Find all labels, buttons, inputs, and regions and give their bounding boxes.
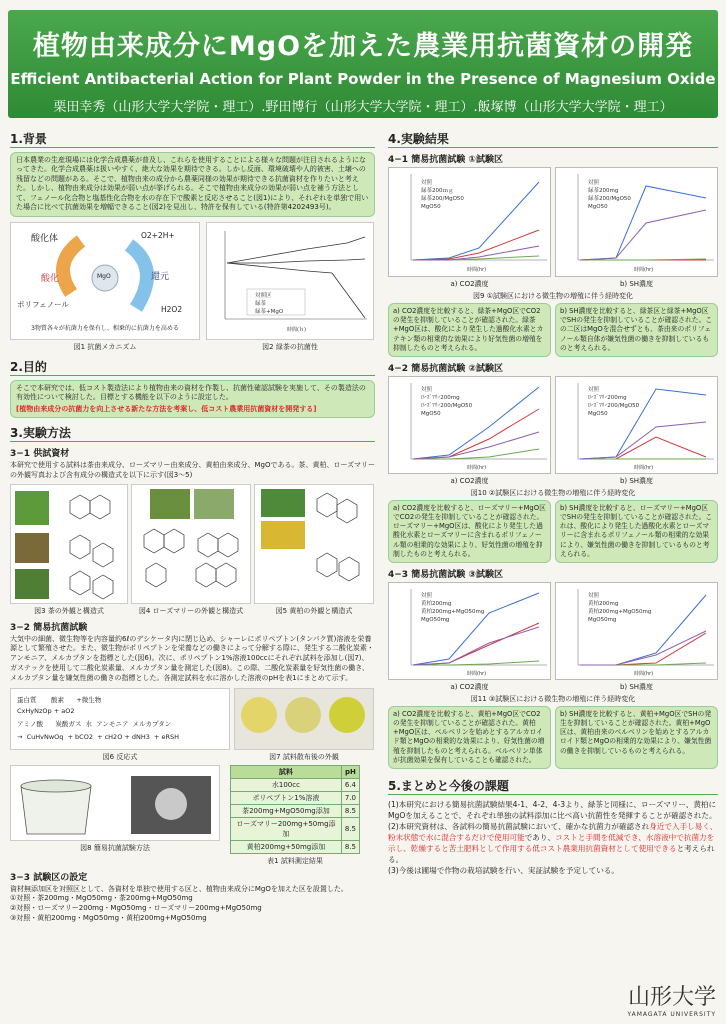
r1-caption: 図9 ①試験区における微生物の増殖に伴う経時変化	[473, 292, 633, 300]
r2-chart-b	[555, 376, 718, 486]
table-row: ローズマリー200mg+50mg添加 8.5	[231, 817, 360, 840]
r3-sh-chart	[555, 582, 718, 680]
tea-photo-2	[15, 533, 49, 563]
legend-item-3: 緑茶+MgO	[255, 308, 284, 315]
fig1-caption: 図1 抗菌メカニズム	[73, 342, 137, 351]
ph-table	[230, 765, 360, 854]
r3-boxes	[388, 706, 718, 769]
o2-label: O2+2H+	[141, 230, 175, 240]
methods-s3-text: 資材無添加区を対照区として、各資材を単独で使用する区と、植物由来成分にMgOを加えた区を設置した。	[10, 884, 348, 893]
fig6	[10, 688, 230, 762]
green-tea-svg	[207, 223, 373, 339]
r2-boxes	[388, 500, 718, 563]
methods-s2-text: 大気中の細菌、微生物等を内容量約6ℓのデシケータ内に閉じ込め、シャーレにポリペプトン(タンパク質)溶液を栄養源として繁殖させた。また、微生物がポリペプトンを栄養などの働きによって分解する際に、発生する二酸化炭素・アンモニア、メルカプタンを指標とした(図6)。次に、ポリペプトン1%溶液100ccにそれぞれ試料を添加し(図7)、ガステックを使用して二酸化炭素量、メルカプタン量を測定した(図8)。この際、二酸化炭素量を好気性菌の働き、メルカプタン量を嫌気性菌の働きの指標とした。各測定試料を水に溶かした溶液のpHを表1にまとめて示す。	[10, 634, 374, 682]
table-header-ph: pH	[341, 765, 359, 778]
fig8	[10, 765, 220, 866]
legend-item-4: MgO50	[588, 410, 608, 417]
x-axis-label: 時間(hr)	[467, 267, 487, 273]
r2-chart-a	[388, 376, 551, 486]
fig-row-8-table	[10, 765, 375, 866]
sample-photos	[234, 688, 374, 750]
test-apparatus	[10, 765, 220, 841]
legend-item-3: ﾛｰｽﾞﾏﾘｰ200/MgO50	[421, 402, 473, 409]
catechin-structures	[55, 491, 125, 601]
series-tea	[413, 230, 539, 260]
methods-s1-text: 本研究で使用する試料は茶由来成分、ローズマリー由来成分、黄柏由来成分、MgOである。茶、黄柏、ローズマリーの外観写真および含有成分の構造式を以下に示す(図3〜5)	[10, 460, 376, 479]
fig3-caption: 図3 茶の外観と構造式	[34, 606, 104, 615]
r2-sub-b: b) SH濃度	[619, 476, 654, 485]
legend-item-1: 対照	[588, 180, 600, 186]
tea-photo-1	[15, 491, 49, 525]
r3-sub-a: a) CO2濃度	[450, 682, 489, 691]
legend-item-1: 対照	[588, 386, 600, 393]
oxidant-label: 酸化体	[31, 233, 59, 244]
x-axis-label: 時間(hr)	[467, 464, 487, 471]
legend-item-3: 緑茶200/MgO50	[588, 196, 631, 202]
legend-item-2: ﾛｰｽﾞﾏﾘｰ200mg	[421, 394, 460, 401]
purpose-title: 2.目的	[10, 358, 375, 376]
legend-item-2: 緑茶200ｍｇ	[421, 188, 454, 194]
r1-charts	[388, 167, 718, 289]
methods-s3-item-2: ②対照・ローズマリー200mg・MgO50mg・ローズマリー200mg+MgO50mg	[10, 904, 262, 913]
legend-item-1: 対照	[421, 180, 433, 186]
rosemary-photo-1	[150, 489, 190, 519]
purpose-goal: [植物由来成分の抗菌力を向上させる新たな方法を考案し、低コスト農業用抗菌資材を開発する]	[16, 404, 317, 413]
table-row: ポリペプトン1%溶液 7.0	[231, 791, 360, 804]
fig3	[10, 484, 128, 616]
right-column	[388, 130, 718, 876]
apparatus-svg	[11, 766, 219, 840]
polyphenol-label: ポリフェノール	[17, 299, 69, 309]
page-title: 植物由来成分にMgOを加えた農業用抗菌資材の開発	[32, 31, 694, 62]
conclusion-p1: (1)本研究における簡易抗菌試験結果4-1、4-2、4-3より、緑茶と同様に、ローズマリー、黄柏にMgOを加えることで、それぞれ単独の試料添加に比べ高い抗菌性を発揮することが確認された。	[388, 799, 717, 820]
highlight-1: 身近で入手し易く、粉末状態で水に混合するだけで使用可能	[388, 821, 718, 842]
h2o2-label: H2O2	[161, 304, 183, 314]
conclusion-p3: (3)今後は圃場で作物の栽培試験を行い、実証試験を予定している。	[388, 865, 619, 875]
fig7	[234, 688, 374, 762]
highlight-2: コストと手間を低減でき、水溶液中で抗菌力を示し、乾燥すると苦土肥料として作用する低コスト農業用抗菌資材として使用できる	[388, 832, 715, 853]
fig2	[206, 222, 374, 352]
r3-caption: 図11 ③試験区における微生物の増殖に伴う経時変化	[470, 694, 636, 703]
rosemary-structures	[136, 525, 248, 601]
logo-en: YAMAGATA UNIVERSITY	[627, 1011, 716, 1018]
r1-sh-chart	[555, 167, 718, 277]
methods-s3-item-1: ①対照・茶200mg・MgO50mg・茶200mg+MgO50mg	[10, 894, 193, 903]
ph-table-wrap	[230, 765, 360, 866]
berberine-structures	[309, 489, 371, 601]
fig7-caption: 図7 試料散布後の外観	[269, 752, 339, 761]
r2-sh-chart	[555, 376, 718, 474]
phellodendron-photo-1	[261, 489, 305, 517]
methods-s3-title: 3−3 試験区の設定	[10, 872, 88, 883]
tea-photo-3	[15, 569, 49, 599]
methods-s2-title: 3−2 簡易抗菌試験	[10, 622, 88, 633]
legend-item-1: 対照区	[255, 292, 272, 299]
table-row: 茶200mg+MgO50mg添加 8.5	[231, 804, 360, 817]
legend-item-4: MgO50	[421, 410, 441, 417]
r1-left-box: a) CO2濃度を比較すると、緑茶+MgO区でCO2の発生を抑制していることが確認された。緑茶+MgO区は、酸化により発生した過酸化水素とカテキン類の相乗的な効果により好気性菌の増殖を抑制したものと考えられる。	[388, 303, 551, 357]
r3-chart-b	[555, 582, 718, 692]
table-header	[231, 765, 360, 778]
x-axis-label: 時間(ｈ)	[287, 326, 306, 333]
fig6-caption: 図6 反応式	[102, 752, 138, 761]
authors: 栗田幸秀（山形大学大学院・理工）.野田博行（山形大学大学院・理工）.飯塚博（山形大学大学院・理工）	[53, 100, 673, 115]
fig4-caption: 図4 ローズマリーの外観と構造式	[138, 606, 244, 615]
legend-item-2: 緑茶	[255, 300, 267, 307]
series-mgo	[580, 210, 706, 260]
r3-title: 4−3 簡易抗菌試験 ③試験区	[388, 569, 503, 580]
legend-item-2: 黄柏200mg	[421, 600, 452, 607]
phellodendron-photo-2	[261, 521, 305, 549]
methods-s1-title: 3−1 供試資材	[10, 448, 70, 459]
r1-right-box: b) SH濃度を比較すると、緑茶区と緑茶+MgO区でSHの発生を抑制していることが確認された。この二区はMgOを混合せずとも、茶由来のポリフェノール類自体が嫌気性菌の働きを抑制しているものと考えられる。	[555, 303, 718, 357]
table-row: 黄柏200mg+50mg添加 8.5	[231, 840, 360, 853]
reaction-equation: 蛋白質 酸素 +微生物 CxHyNzOp + aO2 アミノ酸 炭酸ガス 水 アンモニア メルカプタン → CuHvNwOq + bCO2 + cH2O + dNH3 + eRSH	[10, 688, 230, 750]
legend-item-3: 黄柏200mg+MgO50mg	[588, 608, 652, 615]
legend-item-4: MgO50	[421, 204, 441, 210]
x-axis-label: 時間(hr)	[467, 670, 487, 677]
r1-co2-chart	[388, 167, 551, 277]
rosemary-photo-2	[194, 489, 234, 519]
fig1	[10, 222, 200, 352]
fig2-caption: 図2 緑茶の抗菌性	[262, 342, 318, 351]
legend-item-1: 対照	[421, 592, 433, 599]
r2-caption: 図10 ②試験区における微生物の増殖に伴う経時変化	[470, 488, 636, 497]
background-text: 日本農業の生産現場には化学合成農薬が普及し、これらを使用することによる様々な問題が注目されるようになってきた。化学合成農薬は扱いやすく、絶大な効果を期待できる。しかし反面、環境破壊や人的被害、土壌への残留などの問題がある。そこで、植物由来の成分から農薬同様の効果が期待できる抗菌資材を作りたいと考えた。しかし、植物由来成分は効果が弱い点が挙げられる。そこで植物由来成分の効果が弱い点を補う方法として、フェノール化合物と塩基性化合物を水の存在下で酸素と反応させること(図1)により、それぞれを単独で用いた場合に比べて抗菌効果を増幅できること(図2)を見出し、特許を保有している(特許第4202493号)。	[10, 152, 375, 217]
legend-item-2: 緑茶200mg	[588, 188, 619, 194]
english-title: Efficient Antibacterial Action for Plant Powder in the Presence of Magnesium Oxide	[10, 70, 716, 88]
title-banner	[8, 10, 718, 118]
purpose-text: そこで本研究では、低コスト製造法により植物由来の資材を作製し、抗菌性確認試験を実施して、その製造法の有効性について検討した。目標とする機能を以下のように設定した。	[16, 383, 366, 402]
legend-item-1: 対照	[588, 592, 600, 599]
green-tea-chart	[206, 222, 374, 340]
table-header-sample: 試料	[231, 765, 342, 778]
x-axis-label: 時間(hr)	[634, 670, 654, 677]
fig8-caption: 図8 簡易抗菌試験方法	[80, 843, 150, 852]
r3-right-box: b) SH濃度を比較すると、黄柏+MgO区でSHの発生を抑制していることが確認された。黄柏+MgO区は、黄柏由来のベルベリンを始めとするアルカロイド類とMgOの相乗的な効果により、嫌気性菌の働きを抑制しているものと考えられる。	[555, 706, 718, 769]
r1-sub-a: a) CO2濃度	[450, 280, 489, 288]
legend-item-2: ﾛｰｽﾞﾏﾘｰ200mg	[588, 394, 627, 401]
r2-charts	[388, 376, 718, 486]
methods-s3-item-3: ③対照・黄柏200mg・MgO50mg・黄柏200mg+MgO50mg	[10, 913, 207, 922]
background-title: 1.背景	[10, 130, 375, 148]
oxidation-label: 酸化	[41, 273, 60, 284]
r2-right-box: b) SH濃度を比較すると、ローズマリー+MgO区でSHの発生を抑制していることが確認された。これは、酸化により発生した過酸化水素とローズマリーに含まれるポリフェノール類の相乗的な効果により、嫌気性菌の働きを抑制しているものと考えられる。	[555, 500, 718, 563]
fig-row-1	[10, 222, 375, 352]
r3-left-box: a) CO2濃度を比較すると、黄柏+MgO区でCO2の発生を抑制していることが確認された。黄柏+MgO区は、ベルベリンを始めとするアルカロイド類とMgOの相乗的な効果により、好気性菌の増殖を抑制したものと考えられる。ベルベリン単体が抗菌効果を保有していることも確認された。	[388, 706, 551, 769]
legend-item-4: MgO50mg	[421, 616, 450, 623]
reduction-label: 還元	[151, 271, 170, 282]
conclusion-title: 5.まとめと今後の課題	[388, 777, 718, 795]
phellodendron-dish	[329, 697, 365, 733]
university-logo	[627, 980, 716, 1018]
r3-chart-a	[388, 582, 551, 692]
left-column	[10, 130, 375, 924]
fig5-caption: 図5 黄柏の外観と構造式	[275, 606, 353, 615]
r3-co2-chart	[388, 582, 551, 680]
series-mgo	[413, 246, 539, 260]
fig5	[254, 484, 374, 616]
fig4	[131, 484, 251, 616]
r1-title: 4−1 簡易抗菌試験 ①試験区	[388, 155, 503, 165]
x-axis-label: 時間(hr)	[634, 464, 654, 471]
r2-title: 4−2 簡易抗菌試験 ②試験区	[388, 363, 503, 374]
series-control	[227, 237, 365, 263]
phellodendron-figure	[254, 484, 374, 604]
legend-item-4: MgO50	[588, 204, 608, 210]
logo-jp: 山形大学	[627, 985, 716, 1010]
x-axis-label: 時間(hr)	[634, 267, 654, 273]
reduction-arrow	[129, 245, 147, 308]
r1-boxes	[388, 303, 718, 357]
table-row: 水100cc 6.4	[231, 778, 360, 791]
oxidation-arrow	[63, 241, 81, 293]
legend-item-2: 黄柏200mg	[588, 600, 619, 607]
r2-left-box: a) CO2濃度を比較すると、ローズマリー+MgO区でCO2の発生を抑制していることが確認された。ローズマリー+MgO区は、酸化により発生した過酸化水素とローズマリーに含まれるポリフェノール類の相乗的な効果により、好気性菌の増殖を抑制したものと考えられる。	[388, 500, 551, 563]
legend-item-1: 対照	[421, 386, 433, 393]
r3-sub-b: b) SH濃度	[619, 682, 654, 691]
legend-item-3: 黄柏200mg+MgO50mg	[421, 608, 485, 615]
legend-item-4: MgO50mg	[588, 616, 617, 623]
mechanism-note: 3物質各々が抗菌力を保有し、相乗的に抗菌力を高める	[31, 324, 179, 332]
r3-charts	[388, 582, 718, 692]
conclusion-p2: (2)本研究資材は、各試料の簡易抗菌試験において、確かな抗菌力が確認され身近で入手し易く、粉末状態で水に混合するだけで使用可能であり、コストと手間を低減でき、水溶液中で抗菌力を示し、乾燥すると苦土肥料として作用する低コスト農業用抗菌資材として使用できると考えられる。	[388, 821, 718, 864]
rosemary-dish	[285, 697, 321, 733]
tea-figure	[10, 484, 128, 604]
legend-item-3: ﾛｰｽﾞﾏﾘｰ200/MgO50	[588, 402, 640, 409]
r1-chart-b	[555, 167, 718, 289]
methods-title: 3.実験方法	[10, 424, 375, 442]
rosemary-figure	[131, 484, 251, 604]
mgo-label: MgO	[97, 272, 111, 280]
r2-co2-chart	[388, 376, 551, 474]
fig-row-67	[10, 688, 375, 762]
table-caption: 表1 試料測定結果	[267, 856, 323, 865]
materials-figs	[10, 484, 375, 616]
r1-chart-a	[388, 167, 551, 289]
results-title: 4.実験結果	[388, 130, 718, 148]
tea-dish	[241, 697, 277, 733]
r1-sub-b: b) SH濃度	[619, 280, 654, 288]
mechanism-diagram	[10, 222, 200, 340]
legend-item-3: 緑茶200/MgO50	[421, 196, 464, 202]
r2-sub-a: a) CO2濃度	[450, 476, 489, 485]
purpose-box	[10, 380, 375, 418]
